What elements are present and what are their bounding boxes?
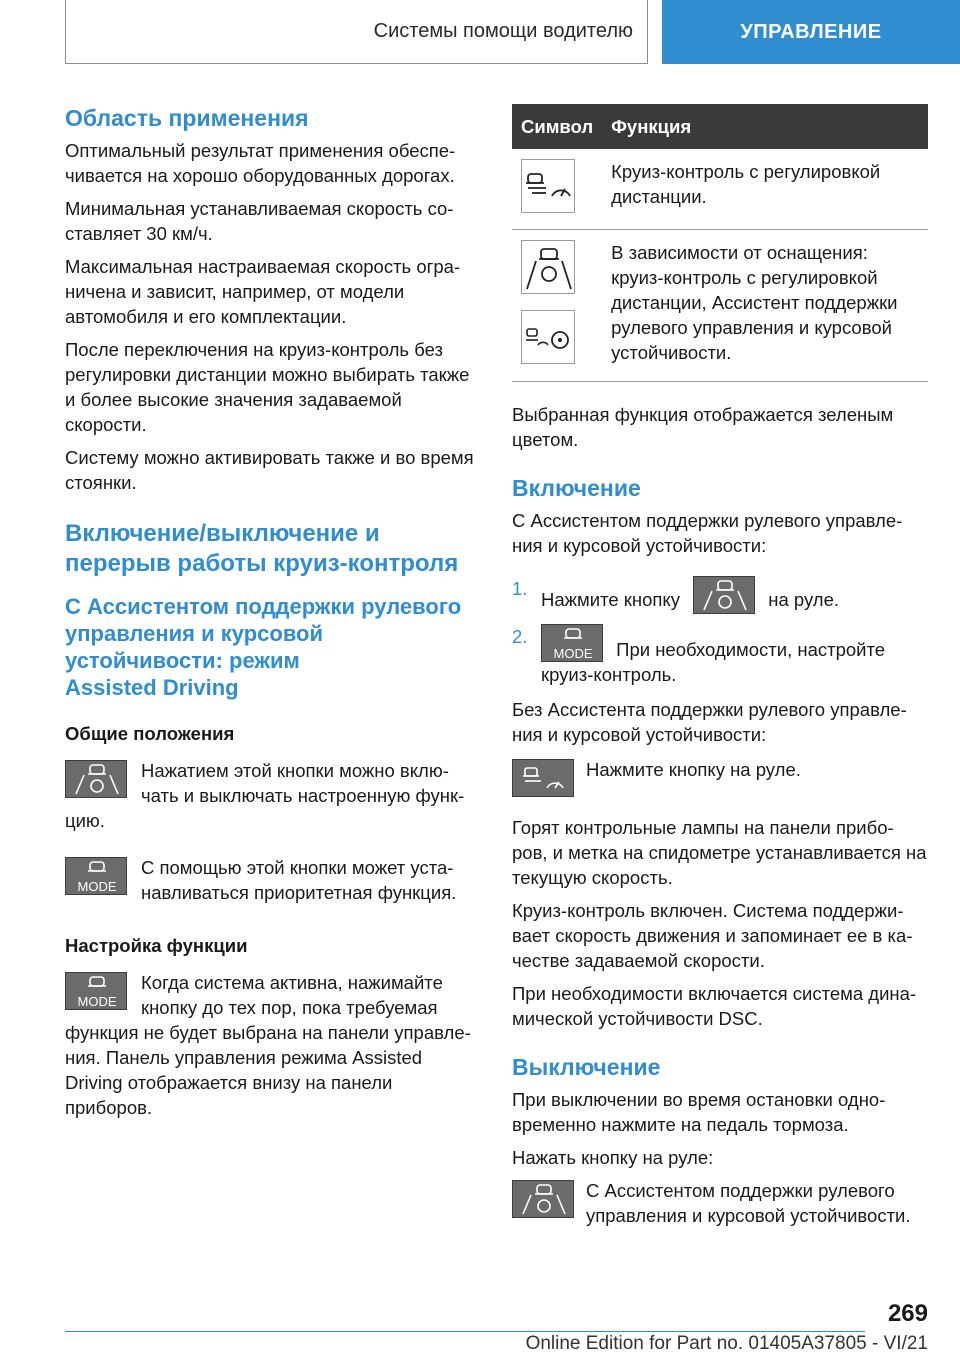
mode-label: MODE <box>553 646 593 661</box>
table-cell-function: В зависимости от оснащения: круиз-контроль с регулировкой дистанции, Ассистент поддержки рулевого управления и курсовой устойчивости. <box>602 230 928 382</box>
step-text: на руле. <box>768 589 840 610</box>
table-cell-symbol <box>512 149 602 230</box>
heading-off: Выключение <box>512 1054 661 1080</box>
heading-assist-part1: С Ассистентом поддержки рулевого управления и курсовой устойчивости: режим <box>65 594 462 673</box>
header-chapter <box>662 0 960 64</box>
list-item <box>512 624 928 687</box>
page-number: 269 <box>887 1300 928 1327</box>
heading-scope: Область применения <box>65 105 309 131</box>
general-item-1 <box>65 758 477 833</box>
mode-button-icon <box>65 857 127 895</box>
table-cell-symbol <box>512 230 602 382</box>
press-button-item <box>512 757 928 803</box>
paragraph: Систему можно активировать также и во время стоянки. <box>65 447 474 493</box>
cruise-steering-icon <box>521 310 575 364</box>
heading-assist-part2: Assisted Driving <box>65 675 239 700</box>
mode-label: MODE <box>77 994 117 1009</box>
heading-assisted-driving <box>65 593 477 701</box>
steering-assist-button-icon <box>693 576 755 614</box>
header-section-title: Системы помощи водителю <box>373 20 633 42</box>
mode-button-icon <box>541 624 603 662</box>
step-number: 2. <box>512 626 528 647</box>
right-column <box>512 104 928 1228</box>
cruise-button-icon <box>512 759 574 797</box>
step-text: При необходимости, настройте круиз-контроль. <box>541 639 886 685</box>
cruise-distance-icon <box>521 159 575 213</box>
left-column <box>65 104 477 1120</box>
paragraph: Максимальная настраиваемая скорость огра-ничена и зависит, например, от модели автомобиля и его комплектации. <box>65 256 461 327</box>
header-section <box>65 0 648 64</box>
table-row <box>512 230 928 382</box>
paragraph: Круиз-контроль включен. Система поддержи-вает скорость движения и запоминает ее в ка-честве задаваемой скорости. <box>512 900 913 971</box>
heading-on-off: Включение/выключение и перерыв работы круиз-контроля <box>65 520 459 577</box>
symbol-table <box>512 104 928 382</box>
general-text-2: С помощью этой кнопки может уста-навливаться приоритетная функция. <box>141 857 457 903</box>
press-button-text: Нажмите кнопку на руле. <box>586 759 801 780</box>
general-text-1: Нажатием этой кнопки можно вклю-чать и выключать настроенную функ-цию. <box>65 760 465 831</box>
table-row <box>512 149 928 230</box>
list-item <box>512 576 928 614</box>
paragraph: Горят контрольные лампы на панели прибо-ров, и метка на спидометре устанавливается на текущую скорость. <box>512 817 927 888</box>
heading-on: Включение <box>512 475 641 501</box>
header-chapter-title: УПРАВЛЕНИЕ <box>740 20 882 43</box>
paragraph: Минимальная устанавливаемая скорость со-ставляет 30 км/ч. <box>65 198 454 244</box>
mode-label: MODE <box>77 879 117 894</box>
footer-edition: Online Edition for Part no. 01405A37805 - VI/21 <box>525 1333 928 1354</box>
heading-general: Общие положения <box>65 723 235 744</box>
table-cell-function: Круиз-контроль с регулировкой дистанции. <box>602 149 928 230</box>
footer-divider <box>65 1331 865 1332</box>
steering-assist-icon <box>521 240 575 294</box>
paragraph: Оптимальный результат применения обеспе-чивается на хорошо оборудованных дорогах. <box>65 140 456 186</box>
off-assist-text: С Ассистентом поддержки рулевого управления и курсовой устойчивости. <box>586 1180 911 1226</box>
table-header-row <box>512 104 928 149</box>
paragraph: При выключении во время остановки одно-временно нажмите на педаль тормоза. <box>512 1089 886 1135</box>
paragraph: При необходимости включается система дина-мической устойчивости DSC. <box>512 983 917 1029</box>
step-number: 1. <box>512 578 528 599</box>
steps-list <box>512 576 928 687</box>
setting-text: Когда система активна, нажимайте кнопку до тех пор, пока требуемая функция не будет выбрана на панели управле-ния. Панель управления режима Assisted Driving отображается внизу на панели приборов. <box>65 972 471 1118</box>
paragraph: Нажать кнопку на руле: <box>512 1147 714 1168</box>
mode-button-icon <box>65 972 127 1010</box>
setting-item <box>65 970 477 1120</box>
general-item-2 <box>65 855 477 905</box>
table-head-symbol: Символ <box>512 104 602 149</box>
steering-assist-button-icon <box>65 760 127 798</box>
paragraph: Без Ассистента поддержки рулевого управле-ния и курсовой устойчивости: <box>512 699 907 745</box>
heading-setting: Настройка функции <box>65 935 248 956</box>
off-assist-item <box>512 1178 928 1228</box>
step-text: Нажмите кнопку <box>541 589 680 610</box>
table-head-function: Функция <box>602 104 928 149</box>
paragraph: С Ассистентом поддержки рулевого управле-ния и курсовой устойчивости: <box>512 510 903 556</box>
paragraph: После переключения на круиз-контроль без регулировки дистанции можно выбирать также и более высокие значения задаваемой скорости. <box>65 339 470 435</box>
paragraph: Выбранная функция отображается зеленым цветом. <box>512 404 894 450</box>
steering-assist-button-icon <box>512 1180 574 1218</box>
